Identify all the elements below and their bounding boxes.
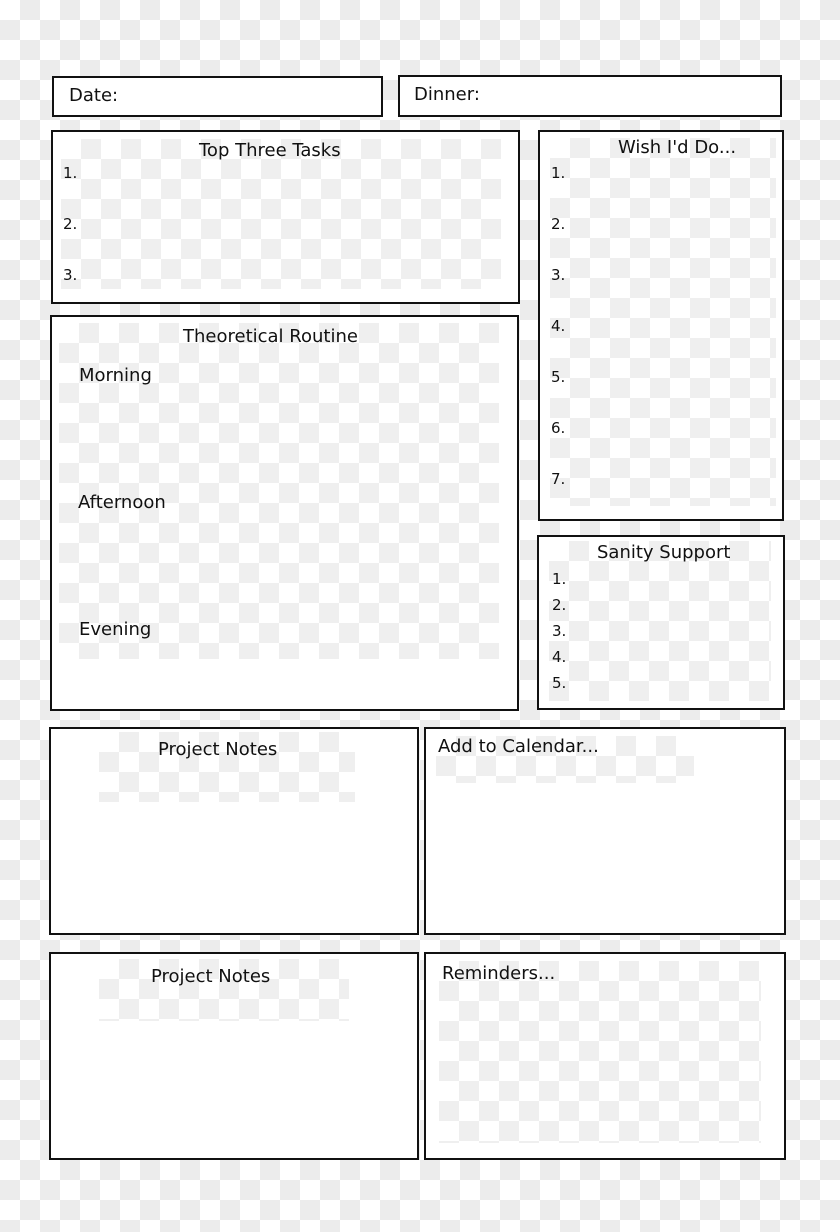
project-notes-1-title: Project Notes — [158, 739, 278, 760]
add-to-calendar-section[interactable] — [424, 727, 786, 935]
routine-morning-label: Morning — [79, 365, 152, 386]
date-field[interactable] — [52, 76, 383, 117]
dinner-field[interactable] — [398, 75, 782, 117]
reminders-writing-area[interactable] — [439, 961, 761, 1143]
dinner-label: Dinner: — [414, 84, 480, 105]
routine-title: Theoretical Routine — [183, 326, 358, 347]
wish-item-2: 2. — [551, 215, 566, 233]
wish-item-3: 3. — [551, 266, 566, 284]
sanity-item-1: 1. — [552, 570, 567, 588]
routine-evening-label: Evening — [79, 619, 152, 640]
top-tasks-writing-area[interactable] — [61, 139, 501, 289]
wish-id-do-section — [538, 130, 784, 521]
top-tasks-title: Top Three Tasks — [199, 140, 341, 161]
task-item-2: 2. — [63, 215, 78, 233]
wish-title: Wish I'd Do... — [618, 137, 737, 158]
routine-afternoon-label: Afternoon — [78, 492, 166, 513]
wish-item-4: 4. — [551, 317, 566, 335]
sanity-item-5: 5. — [552, 674, 567, 692]
project-notes-2-title: Project Notes — [151, 966, 271, 987]
task-item-3: 3. — [63, 266, 78, 284]
theoretical-routine-section — [50, 315, 519, 711]
wish-item-7: 7. — [551, 470, 566, 488]
wish-item-1: 1. — [551, 164, 566, 182]
date-label: Date: — [69, 85, 119, 106]
sanity-item-4: 4. — [552, 648, 567, 666]
wish-item-6: 6. — [551, 419, 566, 437]
project-notes-section-1[interactable] — [49, 727, 419, 935]
top-three-tasks-section — [51, 130, 520, 304]
sanity-item-3: 3. — [552, 622, 567, 640]
sanity-writing-area[interactable] — [549, 541, 771, 701]
sanity-title: Sanity Support — [597, 542, 731, 563]
wish-writing-area[interactable] — [550, 138, 776, 506]
calendar-title: Add to Calendar... — [438, 736, 599, 757]
wish-item-5: 5. — [551, 368, 566, 386]
sanity-support-section — [537, 535, 785, 710]
task-item-1: 1. — [63, 164, 78, 182]
sanity-item-2: 2. — [552, 596, 567, 614]
reminders-title: Reminders... — [442, 963, 556, 984]
project-notes-section-2[interactable] — [49, 952, 419, 1160]
reminders-section — [424, 952, 786, 1160]
